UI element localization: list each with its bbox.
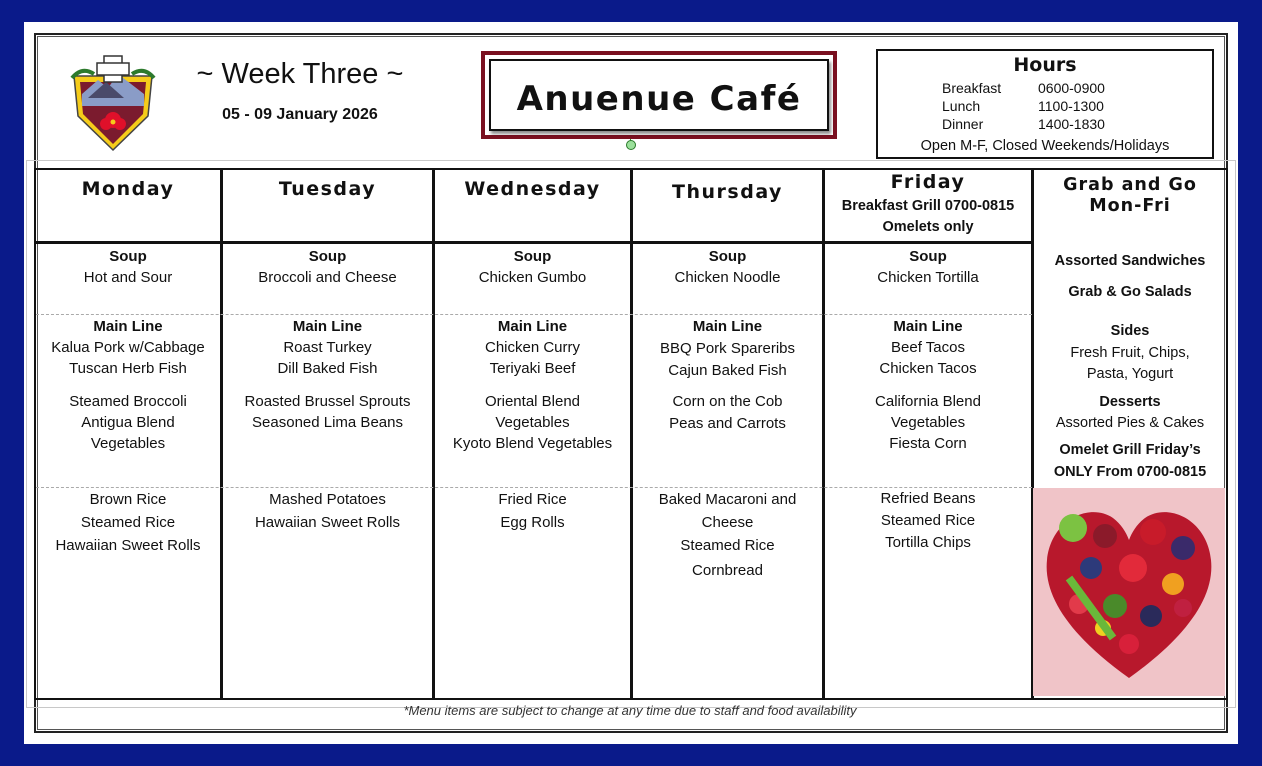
friday-main bbox=[825, 316, 1031, 454]
week-title: ~ Week Three ~ bbox=[196, 58, 404, 90]
menu-item: Corn on the Cob bbox=[672, 393, 783, 410]
menu-item: Cheese bbox=[701, 514, 754, 531]
menu-item: Chicken Tacos bbox=[879, 360, 977, 377]
menu-item: Chicken Noodle bbox=[674, 269, 781, 286]
tuesday-sides bbox=[223, 488, 432, 534]
monday-soup bbox=[36, 246, 220, 288]
menu-item: Cajun Baked Fish bbox=[668, 362, 787, 379]
friday-sides bbox=[825, 488, 1031, 554]
main-line-label: Main Line bbox=[497, 318, 568, 335]
menu-item: Fried Rice bbox=[498, 491, 567, 508]
menu-item: Steamed Rice bbox=[880, 512, 976, 529]
menu-item: Tortilla Chips bbox=[885, 534, 971, 551]
menu-item: Hot and Sour bbox=[83, 269, 173, 286]
menu-item: Kyoto Blend Vegetables bbox=[452, 435, 613, 452]
monday-main bbox=[36, 316, 220, 454]
rotate-handle[interactable] bbox=[626, 140, 636, 150]
friday-soup bbox=[825, 246, 1031, 288]
grab-title-line: Grab and Go bbox=[1063, 175, 1197, 195]
menu-item: Vegetables bbox=[90, 435, 166, 452]
omelet-note-line: ONLY From 0700-0815 bbox=[1053, 464, 1207, 480]
menu-item: Egg Rolls bbox=[500, 514, 565, 531]
menu-item: Vegetables bbox=[890, 414, 966, 431]
header-divider bbox=[34, 241, 1032, 244]
menu-item: Kalua Pork w/Cabbage bbox=[51, 339, 205, 356]
footnote: *Menu items are subject to change at any time due to staff and food availability bbox=[403, 703, 857, 718]
day-header-monday: Monday bbox=[81, 178, 175, 200]
hours-note: Open M-F, Closed Weekends/Holidays bbox=[920, 138, 1170, 154]
main-line-label: Main Line bbox=[93, 318, 163, 335]
day-header-tuesday: Tuesday bbox=[278, 178, 377, 200]
menu-item: Seasoned Lima Beans bbox=[252, 414, 403, 431]
day-header-friday: Friday bbox=[890, 171, 966, 193]
menu-item: Brown Rice bbox=[89, 491, 167, 508]
menu-item: Refried Beans bbox=[880, 490, 976, 507]
menu-item: Hawaiian Sweet Rolls bbox=[55, 537, 201, 554]
menu-item: BBQ Pork Spareribs bbox=[659, 340, 796, 357]
grab-item-sandwiches: Assorted Sandwiches bbox=[1054, 253, 1206, 269]
menu-item: Steamed Rice bbox=[80, 514, 176, 531]
thursday-main bbox=[633, 316, 822, 435]
soup-label: Soup bbox=[308, 248, 347, 265]
hours-label: Breakfast bbox=[942, 80, 1002, 96]
menu-item: Steamed Broccoli bbox=[69, 393, 187, 410]
grab-title-line: Mon-Fri bbox=[1089, 196, 1171, 216]
hours-label: Dinner bbox=[942, 116, 984, 132]
menu-item: Baked Macaroni and bbox=[658, 491, 797, 508]
cafe-title-inner bbox=[489, 59, 829, 131]
wednesday-soup bbox=[435, 246, 630, 288]
hours-time: 0600-0900 bbox=[1038, 80, 1105, 96]
menu-item: Hawaiian Sweet Rolls bbox=[254, 514, 401, 531]
hours-title: Hours bbox=[1013, 54, 1077, 76]
grab-sides-line: Fresh Fruit, Chips, bbox=[1070, 345, 1190, 361]
wednesday-main bbox=[435, 316, 630, 454]
menu-item: Vegetables bbox=[495, 414, 570, 431]
day-header-thursday: Thursday bbox=[672, 181, 783, 203]
soup-label: Soup bbox=[708, 248, 747, 265]
menu-item: Tuscan Herb Fish bbox=[69, 360, 187, 377]
hours-box bbox=[876, 49, 1214, 159]
menu-item: Antigua Blend bbox=[81, 414, 175, 431]
main-line-label: Main Line bbox=[692, 318, 763, 335]
wednesday-sides bbox=[435, 488, 630, 534]
menu-item: California Blend bbox=[875, 393, 981, 410]
grab-desserts-label: Desserts bbox=[1099, 394, 1161, 410]
grab-sides-label: Sides bbox=[1110, 323, 1150, 339]
menu-item: Broccoli and Cheese bbox=[258, 269, 397, 286]
grab-desserts: Assorted Pies & Cakes bbox=[1055, 415, 1205, 431]
soup-label: Soup bbox=[109, 248, 147, 265]
menu-item: Steamed Rice bbox=[680, 537, 775, 554]
grab-item-salads: Grab & Go Salads bbox=[1068, 284, 1192, 300]
menu-item: Roasted Brussel Sprouts bbox=[244, 393, 411, 410]
menu-item: Beef Tacos bbox=[891, 339, 965, 356]
row-divider bbox=[36, 314, 1032, 315]
grab-sides-line: Pasta, Yogurt bbox=[1086, 366, 1174, 382]
hours-label: Lunch bbox=[942, 98, 981, 114]
menu-item: Dill Baked Fish bbox=[277, 360, 378, 377]
hours-time: 1400-1830 bbox=[1038, 116, 1105, 132]
soup-label: Soup bbox=[513, 248, 552, 265]
monday-sides bbox=[36, 488, 220, 557]
tuesday-soup bbox=[223, 246, 432, 288]
menu-item: Fiesta Corn bbox=[889, 435, 967, 452]
main-line-label: Main Line bbox=[292, 318, 363, 335]
menu-item: Mashed Potatoes bbox=[269, 491, 386, 508]
tuesday-main bbox=[223, 316, 432, 433]
menu-item: Chicken Tortilla bbox=[877, 269, 979, 286]
friday-omelets-note: Omelets only bbox=[882, 219, 974, 235]
thursday-soup bbox=[633, 246, 822, 288]
cafe-title-box bbox=[481, 51, 837, 139]
omelet-note-line: Omelet Grill Friday’s bbox=[1059, 442, 1201, 458]
fruit-heart-image bbox=[1033, 488, 1225, 696]
menu-item: Peas and Carrots bbox=[669, 415, 786, 432]
hours-row-breakfast bbox=[942, 80, 1202, 96]
hours-row-lunch bbox=[942, 98, 1202, 114]
cafe-logo bbox=[66, 54, 160, 152]
menu-item: Teriyaki Beef bbox=[489, 360, 576, 377]
soup-label: Soup bbox=[909, 248, 947, 265]
hours-time: 1100-1300 bbox=[1038, 98, 1104, 114]
grab-and-go-title bbox=[1034, 175, 1226, 217]
menu-item: Roast Turkey bbox=[283, 339, 372, 356]
friday-breakfast-note: Breakfast Grill 0700-0815 bbox=[841, 198, 1015, 214]
week-dates: 05 - 09 January 2026 bbox=[222, 106, 378, 123]
cafe-name: Anuenue Café bbox=[516, 79, 802, 119]
menu-item: Chicken Curry bbox=[484, 339, 581, 356]
day-header-wednesday: Wednesday bbox=[464, 178, 601, 200]
thursday-sides bbox=[633, 488, 822, 582]
menu-item: Oriental Blend bbox=[484, 393, 581, 410]
hours-row-dinner bbox=[942, 116, 1202, 132]
menu-item: Cornbread bbox=[692, 562, 763, 579]
main-line-label: Main Line bbox=[893, 318, 963, 335]
menu-item: Chicken Gumbo bbox=[478, 269, 587, 286]
